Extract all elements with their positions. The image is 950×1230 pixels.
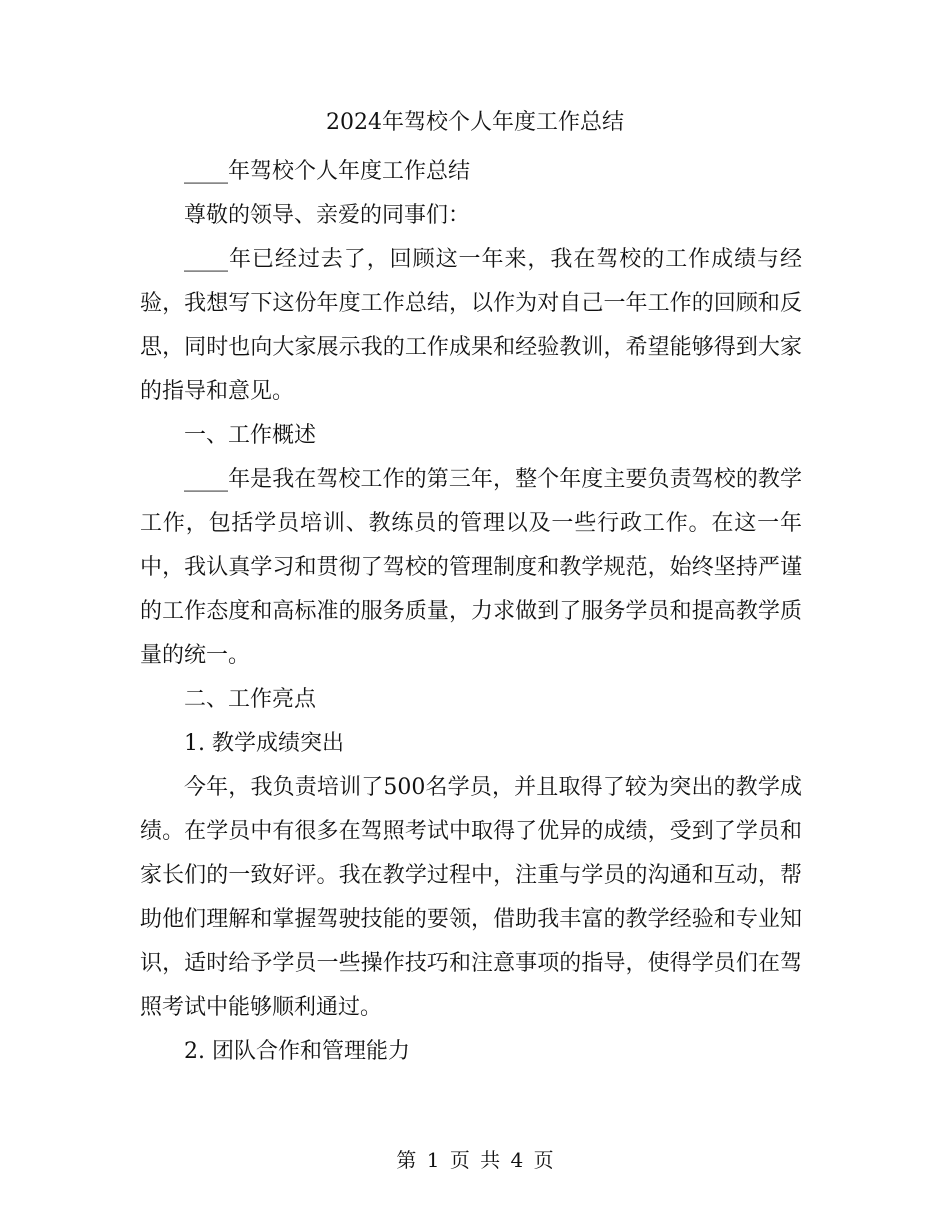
- section-heading-overview: 一、工作概述: [184, 423, 317, 448]
- document-title: 2024年驾校个人年度工作总结: [326, 110, 624, 135]
- subheading-teamwork: 2. 团队合作和管理能力: [184, 1039, 410, 1064]
- page-footer: 第 1 页 共 4 页: [396, 1148, 554, 1172]
- section-heading-highlights: 二、工作亮点: [184, 687, 317, 712]
- subheading-teaching-results: 1. 教学成绩突出: [184, 731, 344, 756]
- paragraph-salutation: 尊敬的领导、亲爱的同事们：: [184, 203, 471, 228]
- paragraph-intro: ____年已经过去了，回顾这一年来，我在驾校的工作成绩与经验，我想写下这份年度工作总结，以作为对自己一年工作的回顾和反思，同时也向大家展示我的工作成果和经验教训，希望能够得到大家的指导和意见。: [140, 247, 802, 404]
- paragraph-subtitle: ____年驾校个人年度工作总结: [184, 159, 471, 184]
- paragraph-overview: ____年是我在驾校工作的第三年，整个年度主要负责驾校的教学工作，包括学员培训、教练员的管理以及一些行政工作。在这一年中，我认真学习和贯彻了驾校的管理制度和教学规范，始终坚持严谨的工作态度和高标准的服务质量，力求做到了服务学员和提高教学质量的统一。: [140, 467, 802, 668]
- paragraph-teaching-results: 今年，我负责培训了500名学员，并且取得了较为突出的教学成绩。在学员中有很多在驾照考试中取得了优异的成绩，受到了学员和家长们的一致好评。我在教学过程中，注重与学员的沟通和互动，帮助他们理解和掌握驾驶技能的要领，借助我丰富的教学经验和专业知识，适时给予学员一些操作技巧和注意事项的指导，使得学员们在驾照考试中能够顺利通过。: [140, 775, 802, 1020]
- document-body: [140, 150, 802, 1074]
